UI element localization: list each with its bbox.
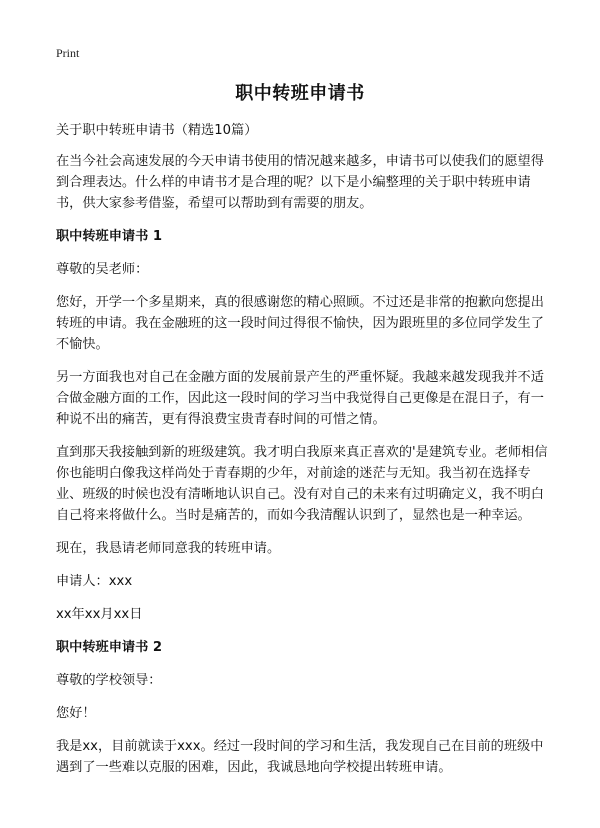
section-2-paragraph-1: 我是xx，目前就读于xxx。经过一段时间的学习和生活，我发现自己在目前的班级中遇到了一些难以克服的困难，因此，我诚恳地向学校提出转班申请。 xyxy=(56,739,544,775)
section-1-heading: 职中转班申请书 1 xyxy=(56,229,163,244)
section-2-salutation: 尊敬的学校领导： xyxy=(56,673,162,688)
section-1-paragraph-2: 另一方面我也对自己在金融方面的发展前景产生的严重怀疑。我越来越发现我并不适合做金融方面的工作，因此这一段时间的学习当中我觉得自己更像是在混日子，有一种说不出的痛苦，更有得浪费宝贵青春时间的可惜之情。 xyxy=(56,370,544,427)
section-1-paragraph-1: 您好，开学一个多星期来，真的很感谢您的精心照顾。不过还是非常的抱歉向您提出转班的申请。我在金融班的这一段时间过得很不愉快，因为跟班里的多位同学发生了不愉快。 xyxy=(56,295,544,352)
print-link[interactable]: Print xyxy=(56,46,80,60)
section-2-heading: 职中转班申请书 2 xyxy=(56,640,163,655)
section-1-paragraph-4: 现在，我恳请老师同意我的转班申请。 xyxy=(56,541,281,556)
section-2-greeting: 您好！ xyxy=(56,706,96,721)
document-body xyxy=(56,120,548,790)
section-1-date: xx年xx月xx日 xyxy=(56,607,143,622)
document-subtitle: 关于职中转班申请书（精选10篇） xyxy=(56,123,258,138)
section-1-paragraph-3: 直到那天我接触到新的班级建筑。我才明白我原来真正喜欢的'是建筑专业。老师相信你也能明白像我这样尚处于青春期的少年，对前途的迷茫与无知。我当初在选择专业、班级的时候也没有清晰地认识自己。没有对自己的未来有过明确定义，我不明白自己将来将做什么。当时是痛苦的，而如今我清醒认识到了，显然也是一种幸运。 xyxy=(56,445,548,523)
intro-paragraph: 在当今社会高速发展的今天申请书使用的情况越来越多，申请书可以使我们的愿望得到合理表达。什么样的申请书才是合理的呢？以下是小编整理的关于职中转班申请书，供大家参考借鉴，希望可以帮助到有需要的朋友。 xyxy=(56,154,544,211)
section-1-salutation: 尊敬的吴老师： xyxy=(56,262,149,277)
document-title: 职中转班申请书 xyxy=(235,83,365,104)
section-1-applicant: 申请人：xxx xyxy=(56,574,133,589)
